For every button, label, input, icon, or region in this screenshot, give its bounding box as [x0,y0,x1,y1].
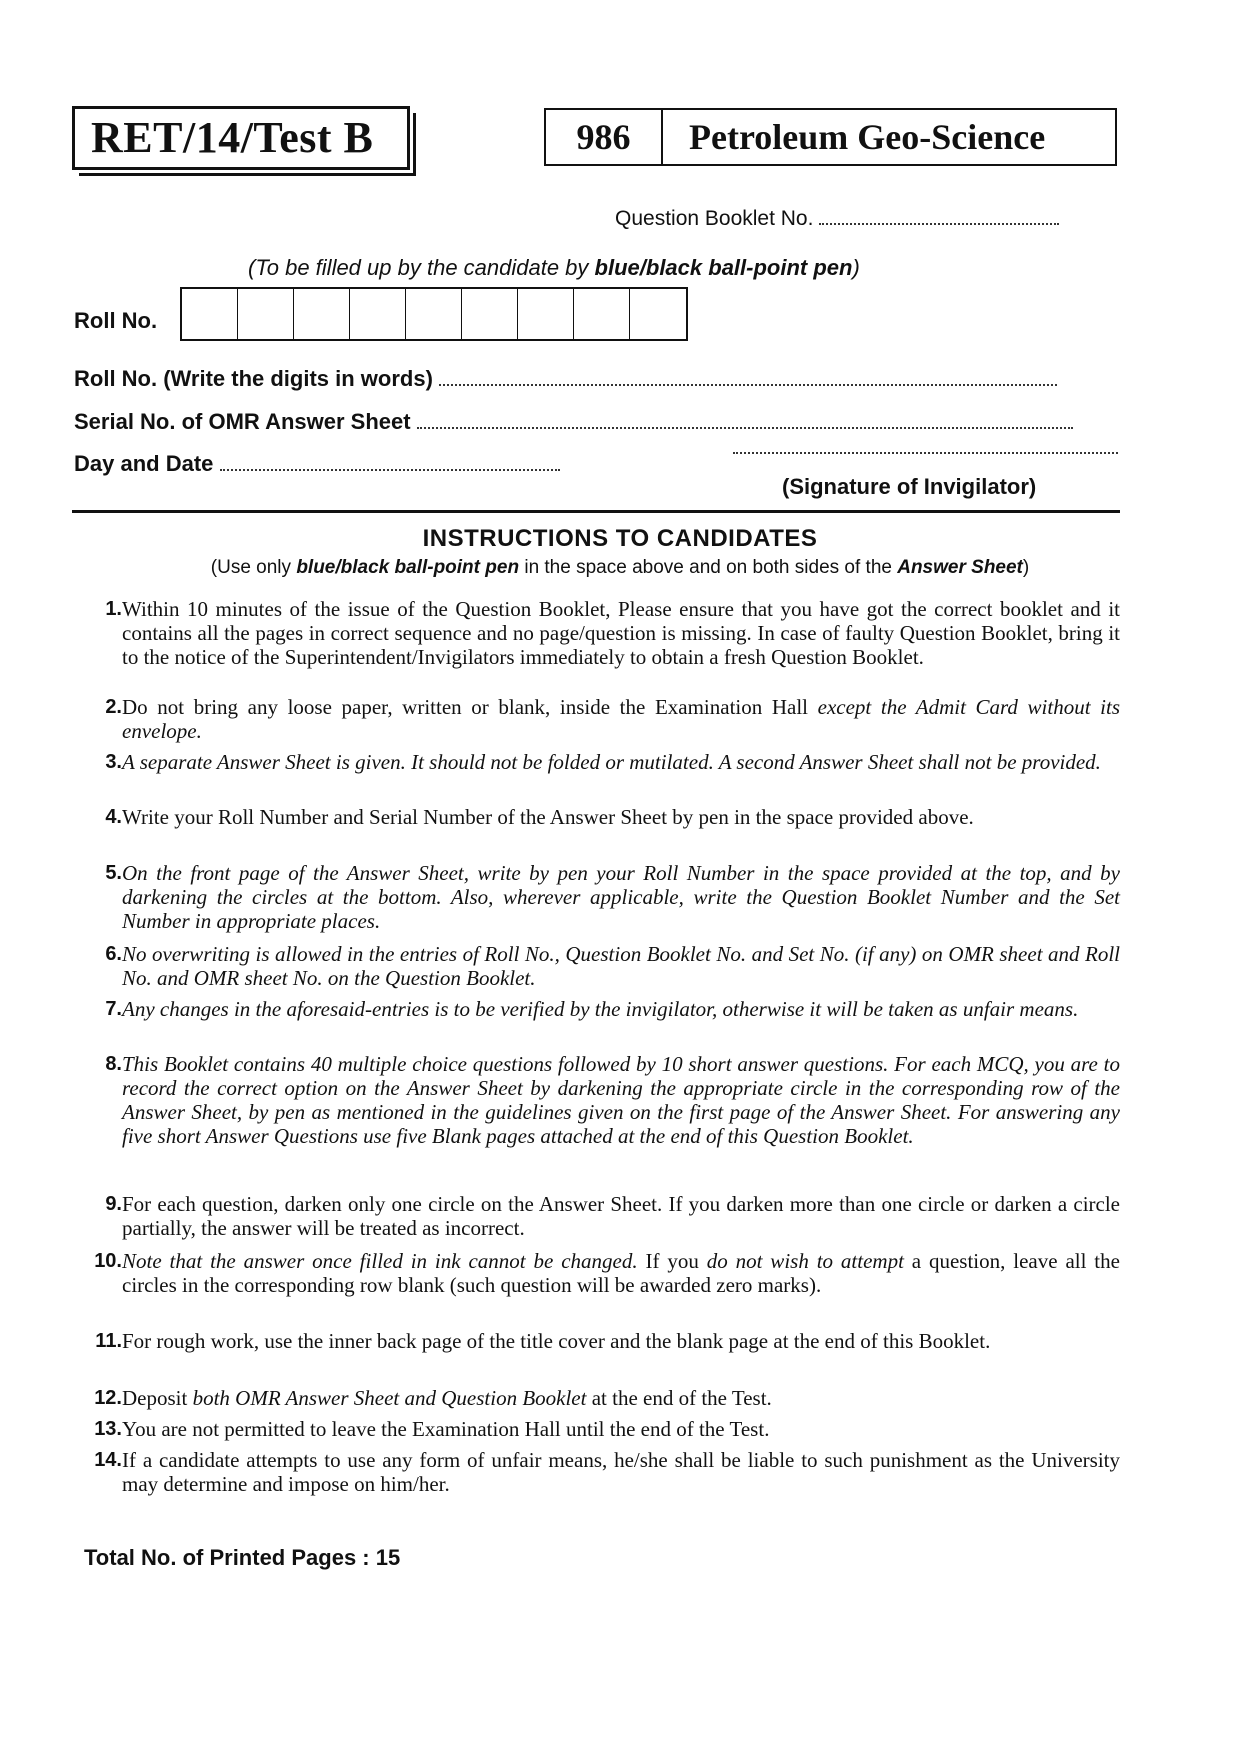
instruction-text-emphasis: except the Admit Card without its envelope. [122,695,1121,743]
instruction-number: 4. [105,806,122,828]
instruction-text-emphasis: Note that the answer once filled in ink cannot be changed. [122,1249,638,1273]
instruction-number: 8. [105,1053,122,1075]
instructions-title: INSTRUCTIONS TO CANDIDATES [422,525,818,552]
instructions-subtitle [0,557,1240,579]
instruction-number: 2. [105,696,122,718]
roll-digit-box[interactable] [182,289,238,339]
roll-no-boxes [180,287,688,341]
fill-note-pen: blue/black ball-point pen [594,255,853,280]
instruction-text-part: If you [637,1249,707,1273]
question-booklet-blank[interactable] [819,203,1059,225]
day-date-field [74,449,560,477]
question-booklet-no-field [615,203,1059,231]
roll-digit-box[interactable] [518,289,574,339]
fill-note [248,255,860,281]
roll-digit-box[interactable] [350,289,406,339]
instruction-number: 11. [95,1330,122,1352]
omr-serial-field [74,407,1073,435]
omr-serial-label: Serial No. of OMR Answer Sheet [74,409,411,434]
instruction-number: 1. [105,598,122,620]
instruction-text: If a candidate attempts to use any form of unfair means, he/she shall be liable to such punishment as the University may determine and impose on him/her. [122,1448,1120,1496]
divider [72,510,1120,513]
instruction-number: 14. [94,1449,122,1471]
instruction-text: Any changes in the aforesaid-entries is to be verified by the invigilator, otherwise it will be taken as unfair means. [122,997,1079,1021]
instruction-text [122,1249,1120,1297]
instruction-text: Write your Roll Number and Serial Number of the Answer Sheet by pen in the space provided above. [122,805,974,829]
instruction-number: 5. [105,862,122,884]
instruction-text: This Booklet contains 40 multiple choice questions followed by 10 short answer questions. For each MCQ, you are to record the correct option on the Answer Sheet by darkening the appropriate circle in the corresponding row of the Answer Sheet, by pen as mentioned in the guidelines given on the first page of the Answer Sheet. For answering any five short Answer Questions use five Blank pages attached at the end of this Question Booklet. [122,1052,1120,1148]
signature-blank[interactable] [733,452,1118,454]
day-date-label: Day and Date [74,451,214,476]
instruction-text: On the front page of the Answer Sheet, write by pen your Roll Number in the space provided at the top, and by darkening the circles at the bottom. Also, wherever applicable, write the Question Booklet Number and the Set Number in appropriate places. [122,861,1120,933]
instruction-text [122,695,1120,743]
subject-box [544,108,1117,166]
instruction-text: For each question, darken only one circle on the Answer Sheet. If you darken more than one circle or darken a circle partially, the answer will be treated as incorrect. [122,1192,1120,1240]
instruction-number: 6. [105,943,122,965]
subject-code: 986 [546,110,663,164]
instruction-text-part: a question, leave all the circles in the corresponding row blank (such question will be awarded zero marks). [122,1249,1120,1297]
instruction-number: 10. [94,1250,122,1272]
instruction-number: 3. [105,751,122,773]
instructions-sub-suffix: ) [1022,557,1030,578]
roll-digit-box[interactable] [294,289,350,339]
roll-digit-box[interactable] [238,289,294,339]
total-printed-pages: Total No. of Printed Pages : 15 [84,1545,401,1570]
roll-digit-box[interactable] [462,289,518,339]
day-date-blank[interactable] [220,449,560,471]
instruction-number: 9. [105,1193,122,1215]
roll-digit-box[interactable] [406,289,462,339]
instruction-text-part: Deposit [122,1386,193,1410]
instruction-text: A separate Answer Sheet is given. It should not be folded or mutilated. A second Answer Sheet shall not be provided. [122,750,1101,774]
roll-no-label: Roll No. [74,308,158,333]
instruction-text: No overwriting is allowed in the entries of Roll No., Question Booklet No. and Set No. (if any) on OMR sheet and Roll No. and OMR sheet No. on the Question Booklet. [122,942,1120,990]
instructions-sub-answer-sheet: Answer Sheet [897,557,1023,578]
instruction-text: Within 10 minutes of the issue of the Question Booklet, Please ensure that you have got the correct booklet and it contains all the pages in correct sequence and no page/question is missing. In case of faulty Question Booklet, bring it to the notice of the Superintendent/Invigilators immediately to obtain a fresh Question Booklet. [122,597,1120,669]
instruction-text [122,1386,1120,1410]
instruction-text-emphasis: do not wish to attempt [706,1249,904,1273]
fill-note-suffix: ) [852,255,860,280]
roll-digit-box[interactable] [574,289,630,339]
instruction-number: 7. [105,998,122,1020]
instruction-text-emphasis: both OMR Answer Sheet and Question Booklet [192,1386,587,1410]
roll-digit-box[interactable] [630,289,686,339]
test-code: RET/14/Test B [72,106,410,170]
instruction-number: 12. [94,1387,122,1409]
question-booklet-label: Question Booklet No. [615,207,814,230]
roll-no-words-label: Roll No. (Write the digits in words) [74,366,433,391]
roll-no-words-field [74,364,1057,392]
roll-no-words-blank[interactable] [439,364,1057,386]
instruction-text-part: Do not bring any loose paper, written or blank, inside the Examination Hall [122,695,818,719]
subject-name: Petroleum Geo-Science [689,117,1046,157]
signature-label: (Signature of Invigilator) [782,474,1037,499]
instruction-text-part: at the end of the Test. [586,1386,772,1410]
instruction-text: For rough work, use the inner back page of the title cover and the blank page at the end of this Booklet. [122,1329,991,1353]
instruction-text: You are not permitted to leave the Examination Hall until the end of the Test. [122,1417,770,1441]
omr-serial-blank[interactable] [417,407,1073,429]
instructions-sub-pen: blue/black ball-point pen [296,557,520,578]
instruction-number: 13. [94,1418,122,1440]
instructions-sub-middle: in the space above and on both sides of the [519,557,898,578]
instructions-sub-prefix: (Use only [210,557,297,578]
fill-note-prefix: (To be filled up by the candidate by [248,255,595,280]
